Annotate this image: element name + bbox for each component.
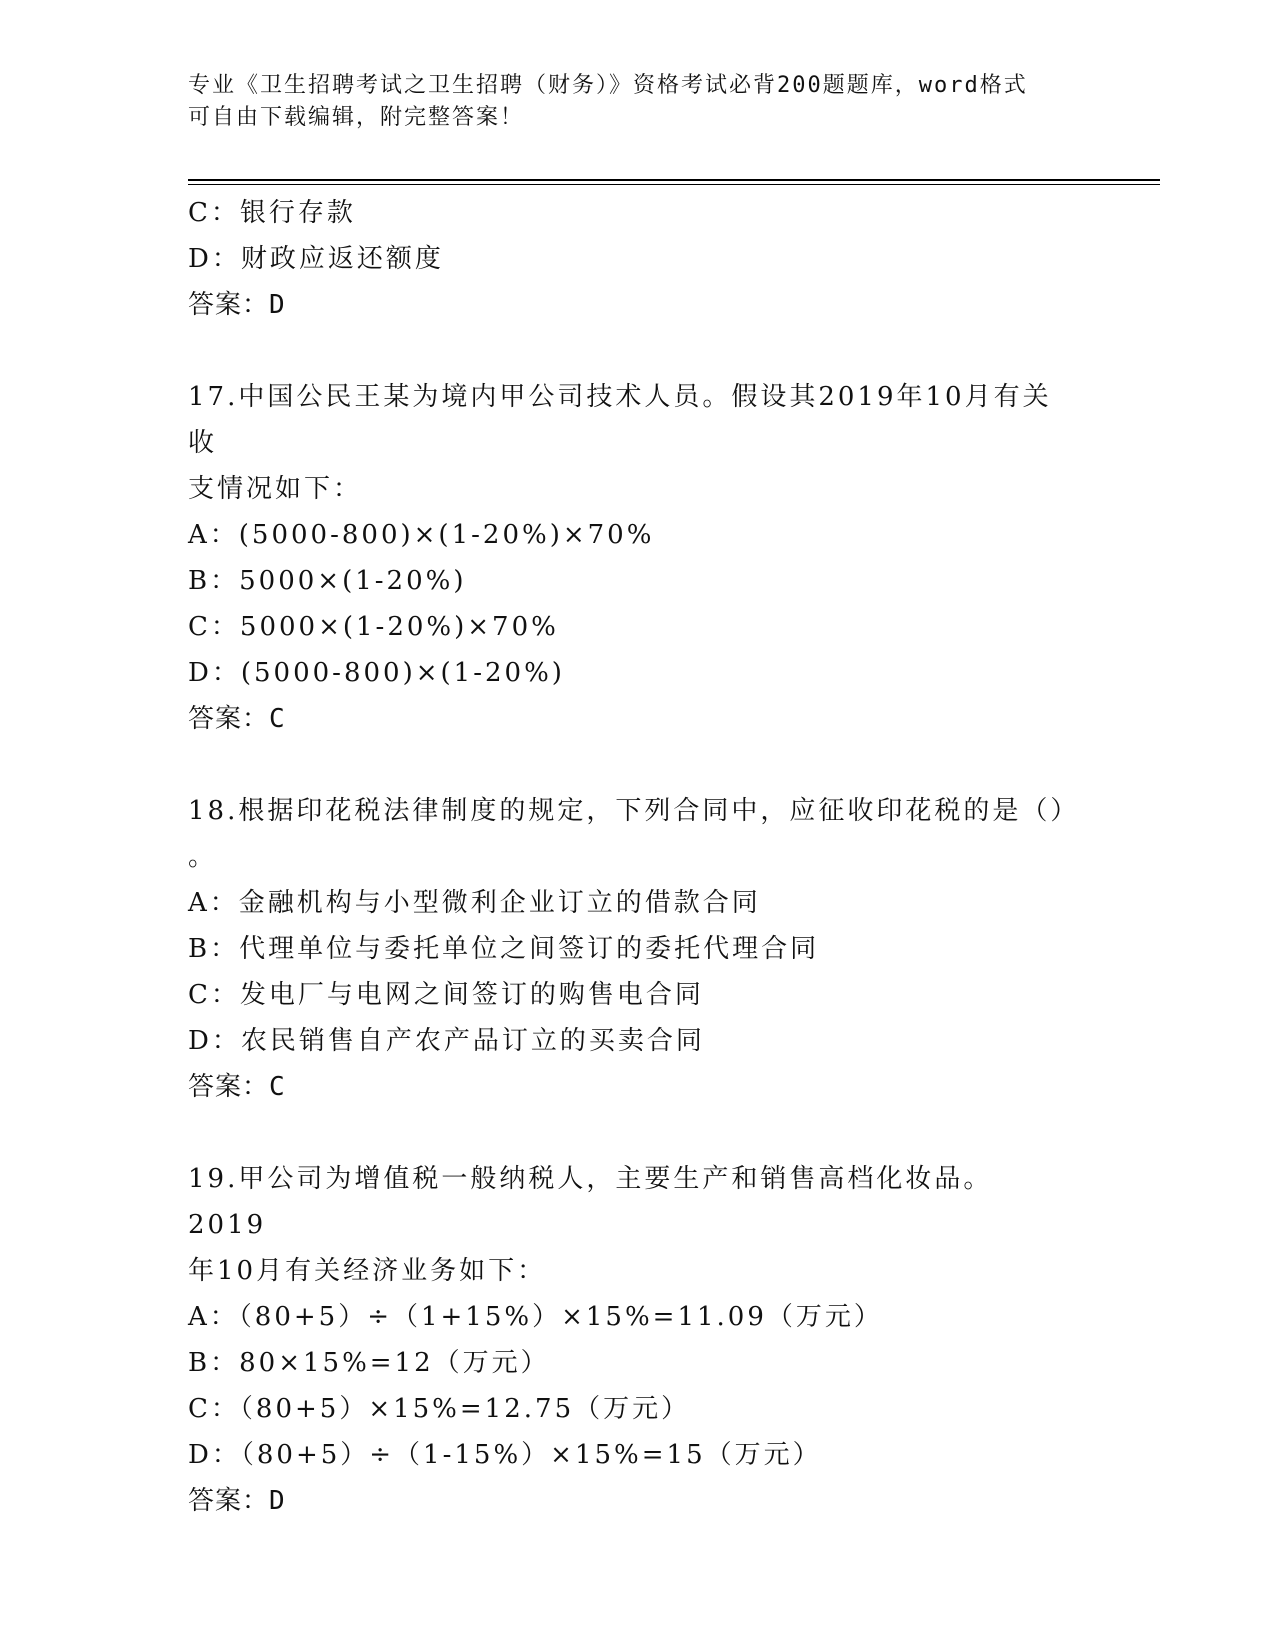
option-text: （80+5）÷（1+15%）×15%=11.09（万元） [238, 1302, 883, 1332]
question-stem [188, 1156, 1068, 1294]
option-text: 5000×(1-20%) [239, 566, 467, 596]
option-label: B： [188, 566, 240, 596]
question-stem-line-2: 年10月有关经济业务如下： [188, 1256, 547, 1286]
option-text: 金融机构与小型微利企业订立的借款合同 [238, 888, 761, 918]
question-18 [188, 788, 1088, 1110]
answer-line: 答案：D [188, 1486, 286, 1516]
option-text: (5000-800)×(1-20%)×70% [238, 520, 655, 550]
option-d [188, 650, 1088, 696]
option-label: D： [188, 1026, 241, 1056]
option-text: 财政应返还额度 [240, 244, 444, 274]
option-label: B： [188, 934, 240, 964]
option-label: A： [188, 1302, 239, 1332]
option-text: 发电厂与电网之间签订的购售电合同 [239, 980, 704, 1010]
question-stem [188, 788, 1080, 880]
answer-line: 答案：C [188, 704, 286, 734]
option-text: （80+5）×15%=12.75（万元） [239, 1394, 691, 1424]
option-c [188, 972, 1088, 1018]
option-c [188, 604, 1088, 650]
question-16-tail [188, 190, 1088, 328]
spacer [188, 742, 1088, 788]
option-label: C： [188, 1394, 240, 1424]
header-divider-thin [188, 184, 1160, 185]
option-d [188, 1432, 1088, 1478]
header-line-2: 可自由下载编辑，附完整答案！ [188, 105, 525, 130]
option-label: A： [188, 888, 239, 918]
option-label: B： [188, 1348, 240, 1378]
option-c [188, 1386, 1088, 1432]
option-label: C： [188, 612, 240, 642]
option-text: 代理单位与委托单位之间签订的委托代理合同 [239, 934, 820, 964]
question-stem-line-1: 19.甲公司为增值税一般纳税人，主要生产和销售高档化妆品。2019 [188, 1164, 993, 1240]
question-list [188, 190, 1088, 1524]
header-divider-thick [188, 179, 1160, 181]
question-stem [188, 374, 1068, 512]
option-label: D： [188, 658, 241, 688]
option-text: （80+5）÷（1-15%）×15%=15（万元） [240, 1440, 822, 1470]
question-stem-line-2: 支情况如下： [188, 474, 363, 504]
question-stem-line-1: 18.根据印花税法律制度的规定，下列合同中，应征收印花税的是（） [188, 796, 1080, 826]
option-a [188, 1294, 1088, 1340]
option-label: D： [188, 1440, 241, 1470]
option-label: C： [188, 198, 240, 228]
option-label: A： [188, 520, 239, 550]
option-d [188, 236, 1088, 282]
option-b [188, 1340, 1088, 1386]
option-b [188, 558, 1088, 604]
option-text: 5000×(1-20%)×70% [239, 612, 559, 642]
option-text: 80×15%=12（万元） [239, 1348, 550, 1378]
spacer [188, 1110, 1088, 1156]
option-d [188, 1018, 1088, 1064]
spacer [188, 328, 1088, 374]
option-b [188, 926, 1088, 972]
answer-line: 答案：C [188, 1072, 286, 1102]
option-label: C： [188, 980, 240, 1010]
option-a [188, 512, 1088, 558]
option-text: 银行存款 [239, 198, 356, 228]
question-17 [188, 374, 1088, 742]
option-a [188, 880, 1088, 926]
question-stem-line-2: 。 [188, 842, 218, 872]
question-stem-line-1: 17.中国公民王某为境内甲公司技术人员。假设其2019年10月有关收 [188, 382, 1052, 458]
option-c [188, 190, 1088, 236]
answer-line: 答案：D [188, 290, 286, 320]
document-header [188, 70, 1068, 134]
option-label: D： [188, 244, 241, 274]
header-line-1: 专业《卫生招聘考试之卫生招聘（财务）》资格考试必背200题题库，word格式 [188, 73, 1028, 98]
option-text: (5000-800)×(1-20%) [240, 658, 565, 688]
option-text: 农民销售自产农产品订立的买卖合同 [240, 1026, 705, 1056]
question-19 [188, 1156, 1088, 1524]
